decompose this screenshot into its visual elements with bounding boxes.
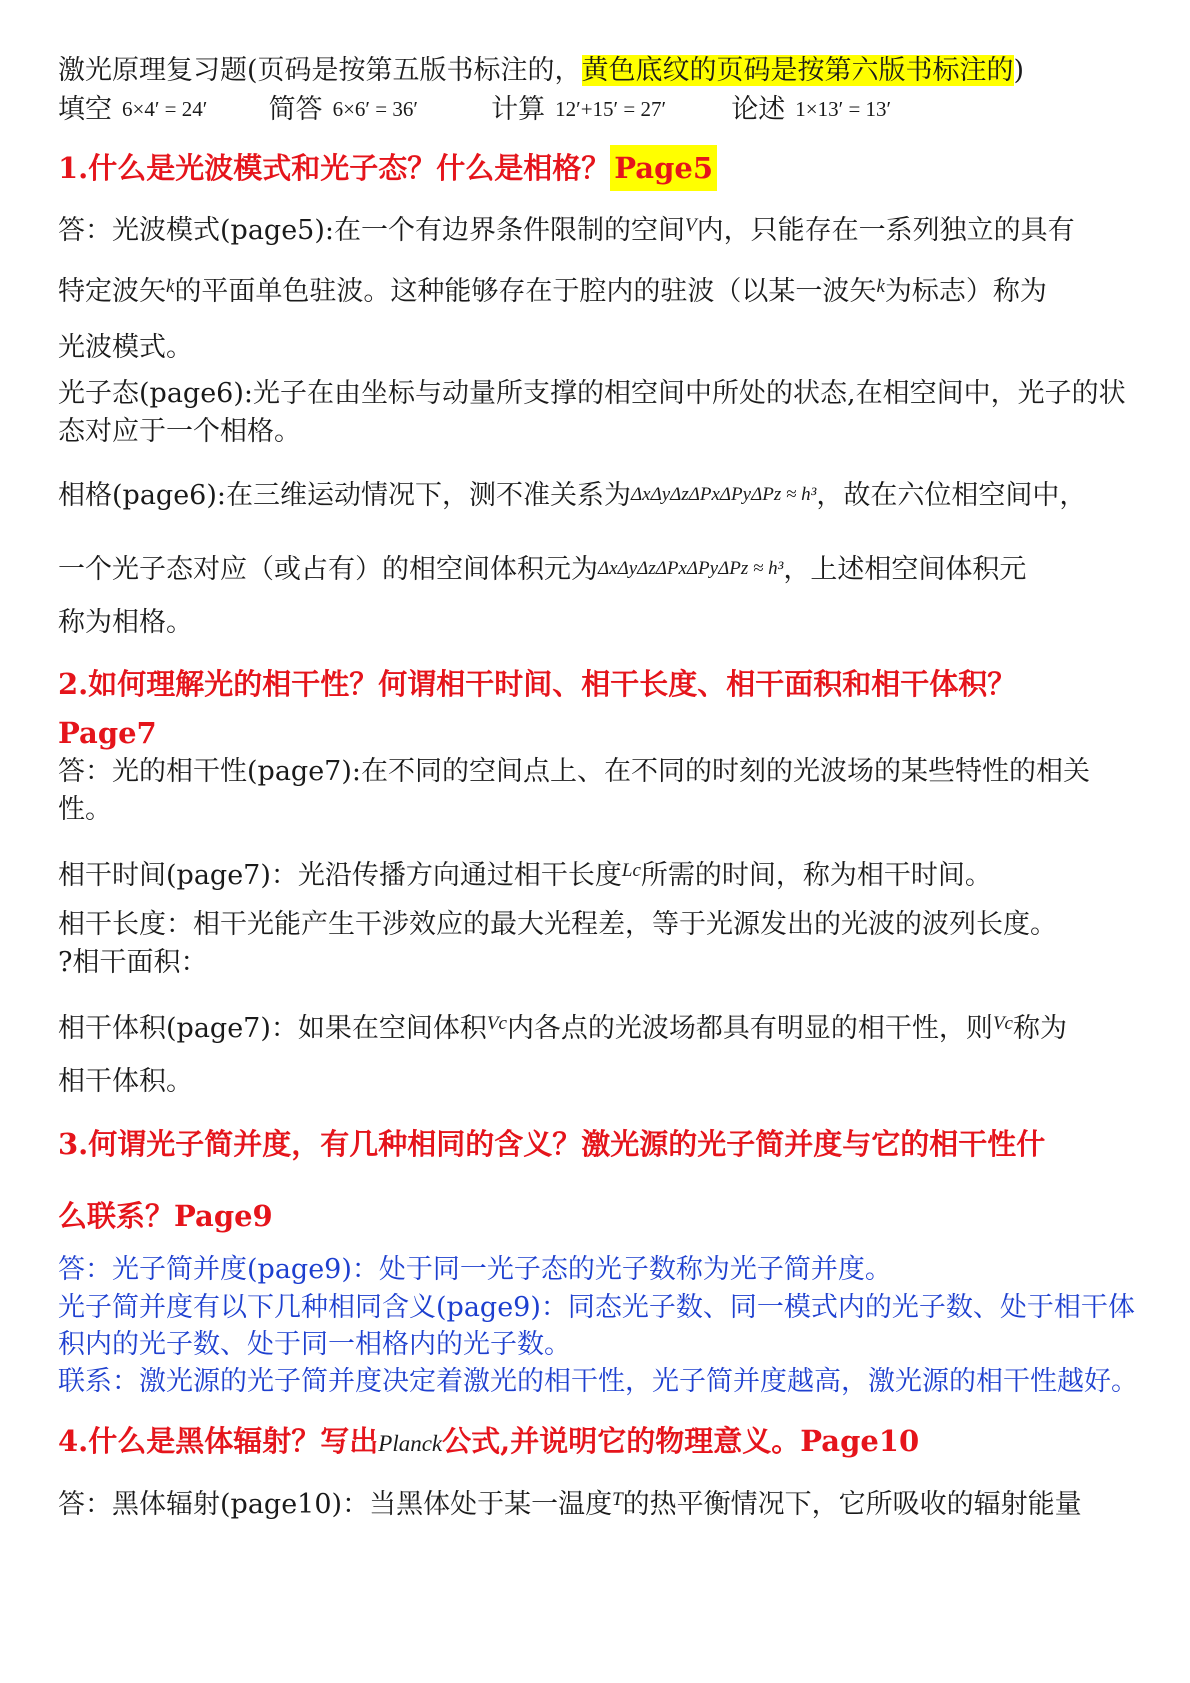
question-2-page: Page7	[58, 716, 157, 750]
question-3-page: Page9	[174, 1199, 273, 1233]
q2-coherence-volume-end: 相干体积。	[58, 1066, 193, 1097]
score-formula-fill: 6×4′ = 24′	[122, 97, 208, 121]
q2-a2-text2: 所需的时间，称为相干时间。	[640, 860, 992, 891]
q3-answer-1: 答：光子简并度(page9)：处于同一光子态的光子数称为光子简并度。	[58, 1254, 892, 1285]
question-4-page: Page10	[800, 1424, 920, 1458]
score-label-fill: 填空	[58, 94, 112, 125]
planck-label: Planck	[378, 1431, 443, 1456]
q4-a1-text2: 的热平衡情况下，它所吸收的辐射能量	[622, 1489, 1082, 1520]
q4-answer-1	[58, 1475, 1140, 1530]
q1-phase-cell-line2	[58, 538, 1140, 601]
question-4-text: 4.什么是黑体辐射？写出	[58, 1424, 379, 1458]
score-label-short: 简答	[268, 94, 323, 125]
q1-answer-line2	[58, 256, 1140, 323]
title-close: )	[1013, 55, 1025, 86]
q1-a3-text2: ，故在六位相空间中，	[816, 480, 1087, 511]
q2-coherence-time	[58, 847, 1140, 900]
q2-a5-text3: 称为	[1012, 1013, 1067, 1044]
q2-a5-text2: 内各点的光波场都具有明显的相干性，则	[506, 1013, 993, 1044]
q1-answer-line1	[58, 201, 1140, 256]
title-text: 激光原理复习题(页码是按第五版书标注的，	[58, 55, 582, 86]
var-V: V	[685, 215, 697, 236]
question-1	[58, 143, 1140, 193]
score-formula-calc: 12′+15′ = 27′	[555, 97, 667, 121]
q1-phase-cell-line1	[58, 465, 1140, 526]
q1-a1-text: 答：光波模式(page5):在一个有边界条件限制的空间	[58, 215, 685, 246]
q2-a2-text: 相干时间(page7)：光沿传播方向通过相干长度	[58, 860, 622, 891]
question-3-text2: 么联系？	[58, 1199, 175, 1233]
question-3-line2	[58, 1191, 1140, 1241]
var-T: T	[612, 1489, 623, 1510]
q1-a1-text2: 内，只能存在一系列独立的具有	[696, 215, 1075, 246]
question-4-text2: 公式,并说明它的物理意义。	[442, 1424, 801, 1458]
q2-coherence-length: 相干长度：相干光能产生干涉效应的最大光程差，等于光源发出的光波的波列长度。	[58, 909, 1057, 940]
var-k: k	[166, 276, 175, 297]
q1-a3-text3: 一个光子态对应（或占有）的相空间体积元为	[58, 554, 598, 585]
q1-a1-text6: 光波模式。	[58, 332, 193, 363]
q1-photon-state: 光子态(page6):光子在由坐标与动量所支撑的相空间中所处的状态,在相空间中，光子的状态对应于一个相格。	[58, 378, 1126, 447]
q1-a1-text4: 的平面单色驻波。这种能够存在于腔内的驻波（以某一波矢	[174, 276, 877, 307]
var-Vc: Vc	[486, 1013, 507, 1034]
question-4	[58, 1416, 1140, 1469]
q2-coherence: 答：光的相干性(page7):在不同的空间点上、在不同的时刻的光波场的某些特性的相关性。	[58, 756, 1090, 825]
var-Vc-2: Vc	[992, 1013, 1013, 1034]
q1-a3-text4: ，上述相空间体积元	[783, 554, 1027, 585]
question-1-page: Page5	[610, 145, 717, 191]
score-formula-short: 6×6′ = 36′	[332, 97, 418, 121]
q2-coherence-volume	[58, 996, 1140, 1057]
q2-a5-text: 相干体积(page7)：如果在空间体积	[58, 1013, 487, 1044]
q3-answer-2: 光子简并度有以下几种相同含义(page9)：同态光子数、同一模式内的光子数、处于相干体积内的光子数、处于同一相格内的光子数。	[58, 1292, 1135, 1360]
var-k-2: k	[876, 276, 885, 297]
q1-a1-text5: 为标志）称为	[884, 276, 1047, 307]
q1-a3-text: 相格(page6):在三维运动情况下，测不准关系为	[58, 480, 631, 511]
question-1-text: 1.什么是光波模式和光子态？什么是相格？	[58, 151, 611, 185]
score-label-essay: 论述	[731, 94, 786, 125]
document-page	[58, 48, 1140, 1530]
q1-a3-text5: 称为相格。	[58, 607, 193, 638]
question-2: 2.如何理解光的相干性？何谓相干时间、相干长度、相干面积和相干体积？	[58, 667, 1017, 701]
q1-a1-text3: 特定波矢	[58, 276, 166, 307]
var-Lc: Lc	[621, 860, 641, 881]
doc-title	[58, 52, 1140, 90]
q1-answer-line3	[58, 323, 1140, 373]
uncertainty-formula: ΔxΔyΔzΔPxΔPyΔPz ≈ h³	[631, 484, 817, 505]
uncertainty-formula-2: ΔxΔyΔzΔPxΔPyΔPz ≈ h³	[598, 558, 784, 579]
question-3: 3.何谓光子简并度，有几种相同的含义？激光源的光子简并度与它的相干性什	[58, 1127, 1046, 1161]
title-highlight: 黄色底纹的页码是按第六版书标注的	[581, 55, 1014, 86]
score-label-calc: 计算	[491, 94, 546, 125]
score-formula-essay: 1×13′ = 13′	[795, 97, 892, 121]
score-row	[58, 90, 1140, 129]
q3-answer-3: 联系：激光源的光子简并度决定着激光的相干性，光子简并度越高，激光源的相干性越好。	[58, 1366, 1138, 1397]
q1-phase-cell-line3	[58, 601, 1140, 645]
q2-coherence-area: ?相干面积：	[58, 947, 208, 978]
q4-a1-text: 答：黑体辐射(page10)：当黑体处于某一温度	[58, 1489, 613, 1520]
